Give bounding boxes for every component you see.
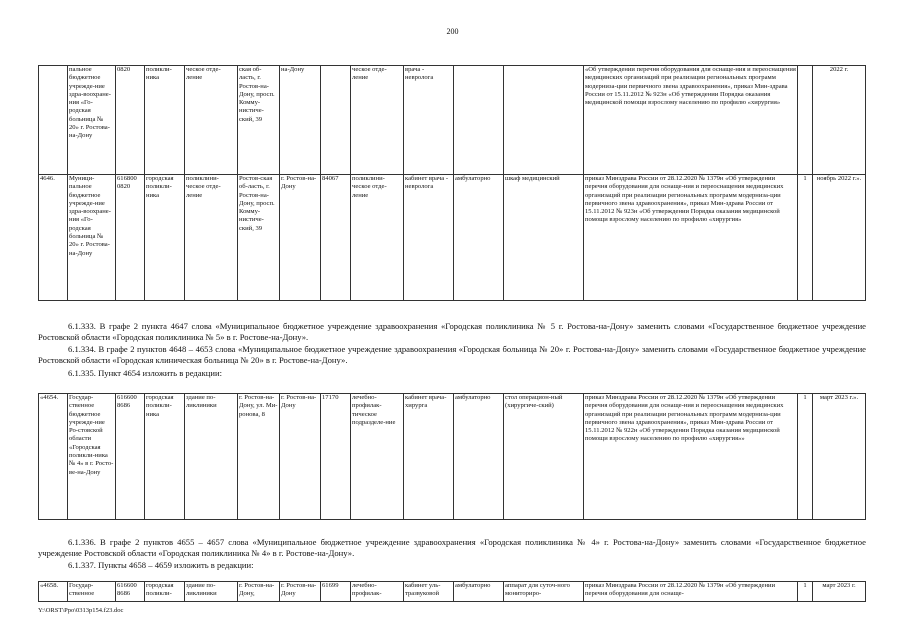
paragraph-text: 6.1.333. В графе 2 пункта 4647 слова «Муниципальное бюджетное учреждение здравоохранения «Городская поликлиника № 5 г. Ростова-на-Дону» заменить словами «Государственное бюджетное учреждение Ростовской области «Городская поликлиника № 5» в г. Ростове-на-Дону». xyxy=(38,321,866,343)
date-cell: март 2023 г. xyxy=(813,582,866,602)
id-cell: 17170 xyxy=(321,394,351,520)
city-cell: г. Ростов-на-Дону xyxy=(280,175,321,301)
paragraph-text: 6.1.335. Пункт 4654 изложить в редакции: xyxy=(68,368,222,378)
file-path-footer: Y:\ORST\Ppo\0313p154.f23.doc xyxy=(38,607,124,614)
table-row xyxy=(39,394,866,520)
subdivision-cell: лечебно-профилак-тическое подразделе-ние xyxy=(351,394,404,520)
amendment-paragraph xyxy=(38,321,866,344)
code-cell: 0820 xyxy=(116,66,145,175)
table-row xyxy=(39,582,866,602)
equipment-table-4654 xyxy=(38,393,866,520)
cabinet-cell: врача - невролога xyxy=(404,66,454,175)
address-cell: Ростов-ская об-ласть, г. Ростов-на-Дону, просп. Комму-нистиче-ский, 39 xyxy=(238,175,280,301)
department-cell: здание по-ликлиники xyxy=(185,582,238,602)
subdivision-cell: поликлини-ческое отде-ление xyxy=(351,175,404,301)
row-number: «4654. xyxy=(39,394,68,520)
equipment-table-4658 xyxy=(38,581,866,602)
cabinet-cell: кабинет врача - невролога xyxy=(404,175,454,301)
date-cell: 2022 г. xyxy=(813,66,866,175)
legal-basis-cell: «Об утверждении перечня оборудования для оснаще-ния и переоснащения медицинских организаций при реализации региональных программ модерниза-ции первичного звена здравоохранения», приказ Мин-здрава России от 15.11.2012 № 923н «Об утверждении Порядка оказания медицинской помощи взрослому населению по профилю «хирургия» xyxy=(584,66,798,175)
amendment-paragraph xyxy=(38,344,866,367)
code-cell: 616800 0820 xyxy=(116,175,145,301)
date-cell: ноябрь 2022 г.». xyxy=(813,175,866,301)
city-cell: на-Дону xyxy=(280,66,321,175)
id-cell: 84067 xyxy=(321,175,351,301)
amendment-paragraph xyxy=(38,560,866,571)
facility-type-cell: городская поликли- xyxy=(145,582,185,602)
care-mode-cell: амбулаторно xyxy=(454,582,504,602)
organization-cell: Государ-ственное xyxy=(68,582,116,602)
paragraph-text: 6.1.337. Пункты 4658 – 4659 изложить в редакции: xyxy=(68,560,254,570)
cabinet-cell: кабинет уль-тразвуковой xyxy=(404,582,454,602)
care-mode-cell: амбулаторно xyxy=(454,394,504,520)
id-cell xyxy=(321,66,351,175)
equipment-cell: стол операцион-ный (хирургиче-ский) xyxy=(504,394,584,520)
page-number: 200 xyxy=(446,27,459,36)
equipment-cell: шкаф медицинский xyxy=(504,175,584,301)
legal-basis-cell: приказ Минздрава России от 28.12.2020 № 1379н «Об утверждении перечня оборудования для оснаще- xyxy=(584,582,798,602)
row-number: «4658. xyxy=(39,582,68,602)
city-cell: г. Ростов-на-Дону xyxy=(280,394,321,520)
table-row xyxy=(39,175,866,301)
address-cell: г. Ростов-на-Дону, ул. Ми-ронова, 8 xyxy=(238,394,280,520)
department-cell: здание по-ликлиники xyxy=(185,394,238,520)
address-cell: ская об-ласть, г. Ростов-на-Дону, просп. Комму-нистиче-ский, 39 xyxy=(238,66,280,175)
row-number: 4646. xyxy=(39,175,68,301)
equipment-table-top xyxy=(38,65,866,301)
department-cell: ческое отде-ление xyxy=(185,66,238,175)
department-cell: поликлини-ческое отде-ление xyxy=(185,175,238,301)
legal-basis-cell: приказ Минздрава России от 28.12.2020 № 1379н «Об утверждении перечня оборудования для оснаще-ния и переоснащения медицинских организаций при реализации региональных программ модерниза-ции первичного звена здравоохранения», приказ Мин-здрава России от 15.11.2012 № 922н «Об утверждении Порядка оказания медицинской помощи взрослому населению по профилю «хирургия»» xyxy=(584,394,798,520)
amendment-paragraph xyxy=(38,368,866,379)
care-mode-cell: амбулаторно xyxy=(454,175,504,301)
legal-basis-cell: приказ Минздрава России от 28.12.2020 № 1379н «Об утверждении перечня оборудования для оснаще-ния и переоснащения медицинских организаций при реализации региональных программ модерниза-ции первичного звена здравоохранения», приказ Мин-здрава России от 15.11.2012 № 923н «Об утверждении Порядка оказания медицинской помощи взрослому населению по профилю «хирургия» xyxy=(584,175,798,301)
code-cell: 616600 8686 xyxy=(116,582,145,602)
row-number xyxy=(39,66,68,175)
id-cell: 61699 xyxy=(321,582,351,602)
quantity-cell: 1 xyxy=(798,394,813,520)
facility-type-cell: городская поликли-ника xyxy=(145,175,185,301)
subdivision-cell: ческое отде-ление xyxy=(351,66,404,175)
table-row xyxy=(39,66,866,175)
date-cell: март 2023 г.». xyxy=(813,394,866,520)
facility-type-cell: поликли-ника xyxy=(145,66,185,175)
organization-cell: Государ-ственное бюджетное учрежде-ние Ро-стовской области «Городская поликли-ника № 4» в г. Росто-ве-на-Дону xyxy=(68,394,116,520)
care-mode-cell xyxy=(454,66,504,175)
city-cell: г. Ростов-на-Дону xyxy=(280,582,321,602)
quantity-cell xyxy=(798,66,813,175)
organization-cell: пальное бюджетное учрежде-ние здра-воохране-ния «Го-родская больница № 20» г. Ростова-на-Дону xyxy=(68,66,116,175)
equipment-cell xyxy=(504,66,584,175)
amendment-paragraph xyxy=(38,537,866,560)
address-cell: г. Ростов-на-Дону, xyxy=(238,582,280,602)
quantity-cell: 1 xyxy=(798,582,813,602)
organization-cell: Муници-пальное бюджетное учрежде-ние здра-воохране-ния «Го-родская больница № 20» г. Ростова-на-Дону xyxy=(68,175,116,301)
facility-type-cell: городская поликли-ника xyxy=(145,394,185,520)
subdivision-cell: лечебно-профилак- xyxy=(351,582,404,602)
quantity-cell: 1 xyxy=(798,175,813,301)
paragraph-text: 6.1.334. В графе 2 пунктов 4648 – 4653 слова «Муниципальное бюджетное учреждение здравоохранения «Городская больница № 20» г. Ростова-на-Дону» заменить словами «Государственное бюджетное учреждение Ростовской области «Городская клиническая больница № 20» в г. Ростове-на-Дону». xyxy=(38,344,866,366)
cabinet-cell: кабинет врача-хирурга xyxy=(404,394,454,520)
code-cell: 616600 8686 xyxy=(116,394,145,520)
paragraph-text: 6.1.336. В графе 2 пунктов 4655 – 4657 слова «Муниципальное бюджетное учреждение здравоохранения «Городская поликлиника № 4» г. Ростова-на-Дону» заменить словами «Государственное бюджетное учреждение Ростовской области «Городская поликлиника № 4» в г. Ростове-на-Дону». xyxy=(38,537,866,559)
equipment-cell: аппарат для суточ-ного мониториро- xyxy=(504,582,584,602)
